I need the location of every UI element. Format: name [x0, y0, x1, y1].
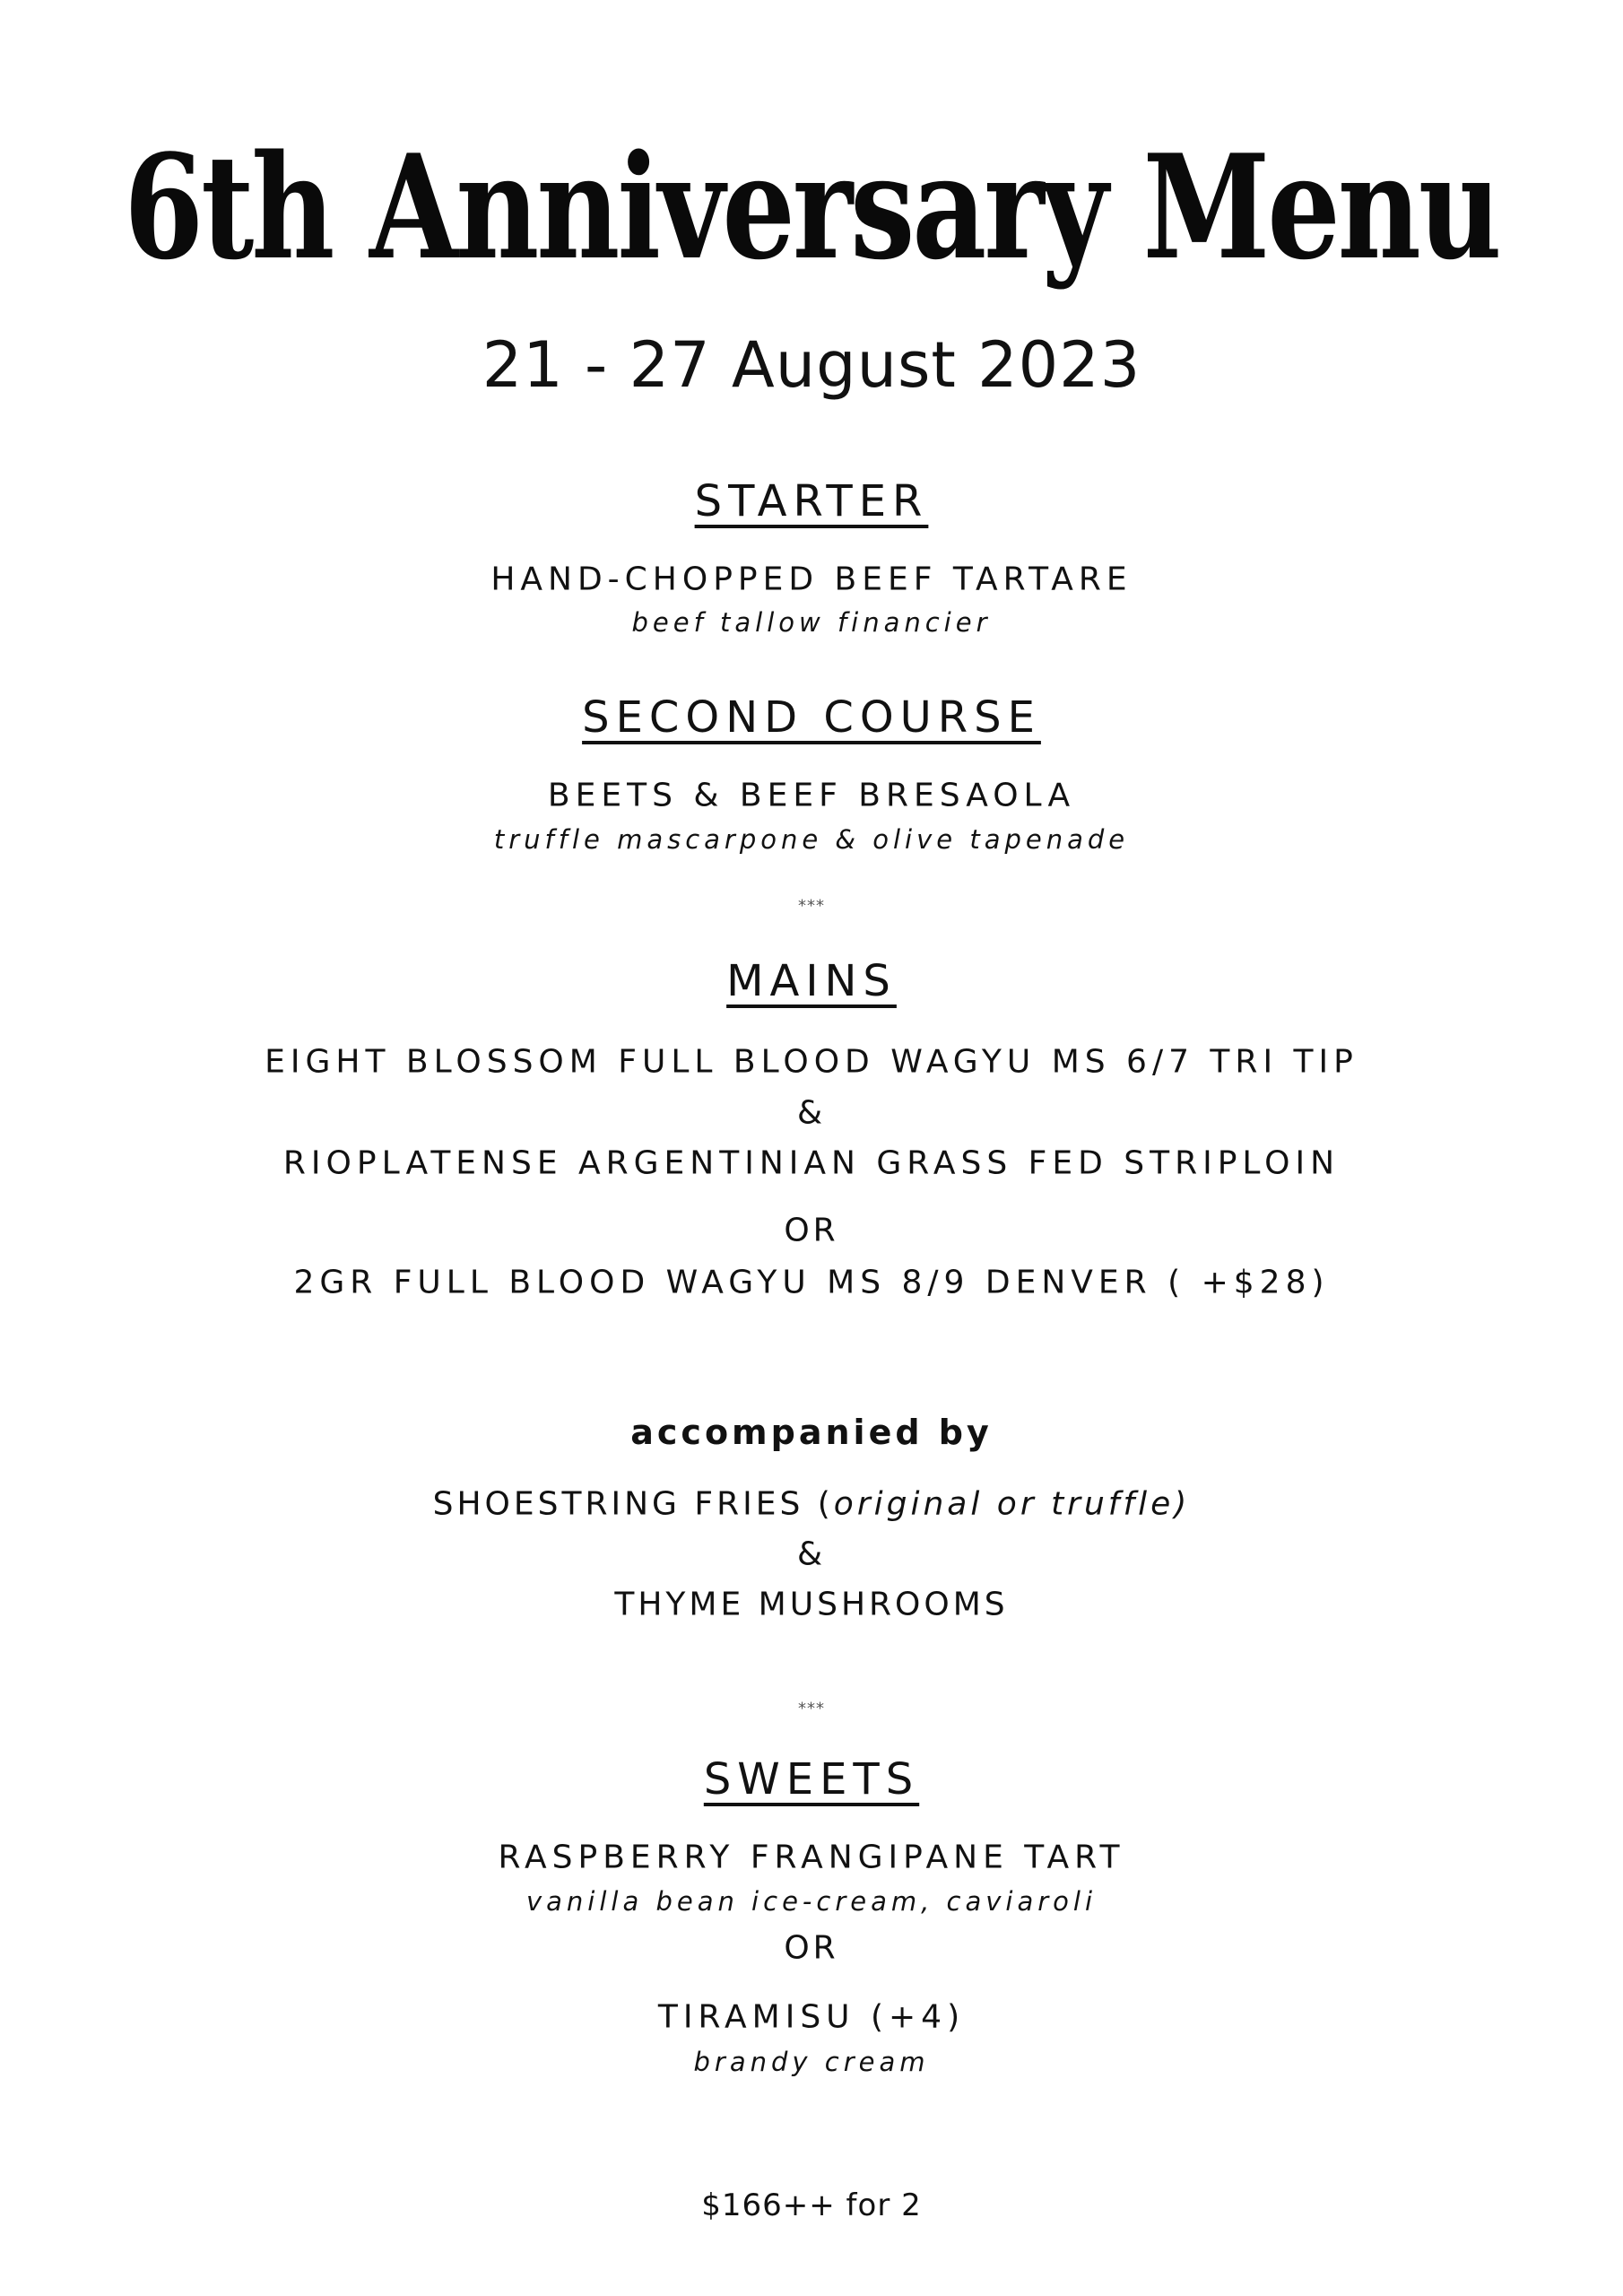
dish-name: HAND-CHOPPED BEEF TARTARE: [490, 561, 1133, 598]
dish-name: RIOPLATENSE ARGENTINIAN GRASS FED STRIPLOIN: [282, 1144, 1341, 1182]
menu-title: 6th Anniversary Menu: [124, 124, 1499, 292]
dish-name: EIGHT BLOSSOM FULL BLOOD WAGYU MS 6/7 TRI TIP: [265, 1043, 1358, 1081]
section-heading-mains: MAINS: [726, 956, 897, 1006]
side-fries: SHOESTRING FRIES (original or truffle): [432, 1485, 1191, 1523]
section-heading-starter: STARTER: [694, 476, 929, 526]
date-range: 21 - 27 August 2023: [482, 328, 1141, 402]
dish-name: BEETS & BEEF BRESAOLA: [547, 777, 1076, 814]
dish-name: 2GR FULL BLOOD WAGYU MS 8/9 DENVER ( +$28): [293, 1264, 1330, 1301]
dish-description: vanilla bean ice-cream, caviaroli: [525, 1886, 1098, 1917]
separator: ***: [798, 1699, 825, 1718]
dish-description: truffle mascarpone & olive tapenade: [493, 824, 1130, 855]
section-heading-second-course: SECOND COURSE: [582, 692, 1041, 743]
dish-name: RASPBERRY FRANGIPANE TART: [498, 1839, 1125, 1876]
and-connector: &: [796, 1535, 827, 1573]
menu-price: $166++ for 2: [701, 2187, 922, 2223]
dish-name: TIRAMISU (+4): [657, 1998, 966, 2036]
and-connector: &: [796, 1094, 827, 1132]
side-mushrooms: THYME MUSHROOMS: [614, 1586, 1009, 1623]
dish-description: beef tallow financier: [631, 607, 992, 638]
separator: ***: [798, 896, 825, 916]
or-connector: OR: [784, 1929, 839, 1967]
accompaniment-label: accompanied by: [630, 1413, 993, 1452]
section-heading-sweets: SWEETS: [703, 1754, 920, 1805]
or-connector: OR: [784, 1212, 839, 1249]
dish-description: brandy cream: [693, 2047, 930, 2077]
fries-options: original or truffle): [833, 1485, 1191, 1523]
